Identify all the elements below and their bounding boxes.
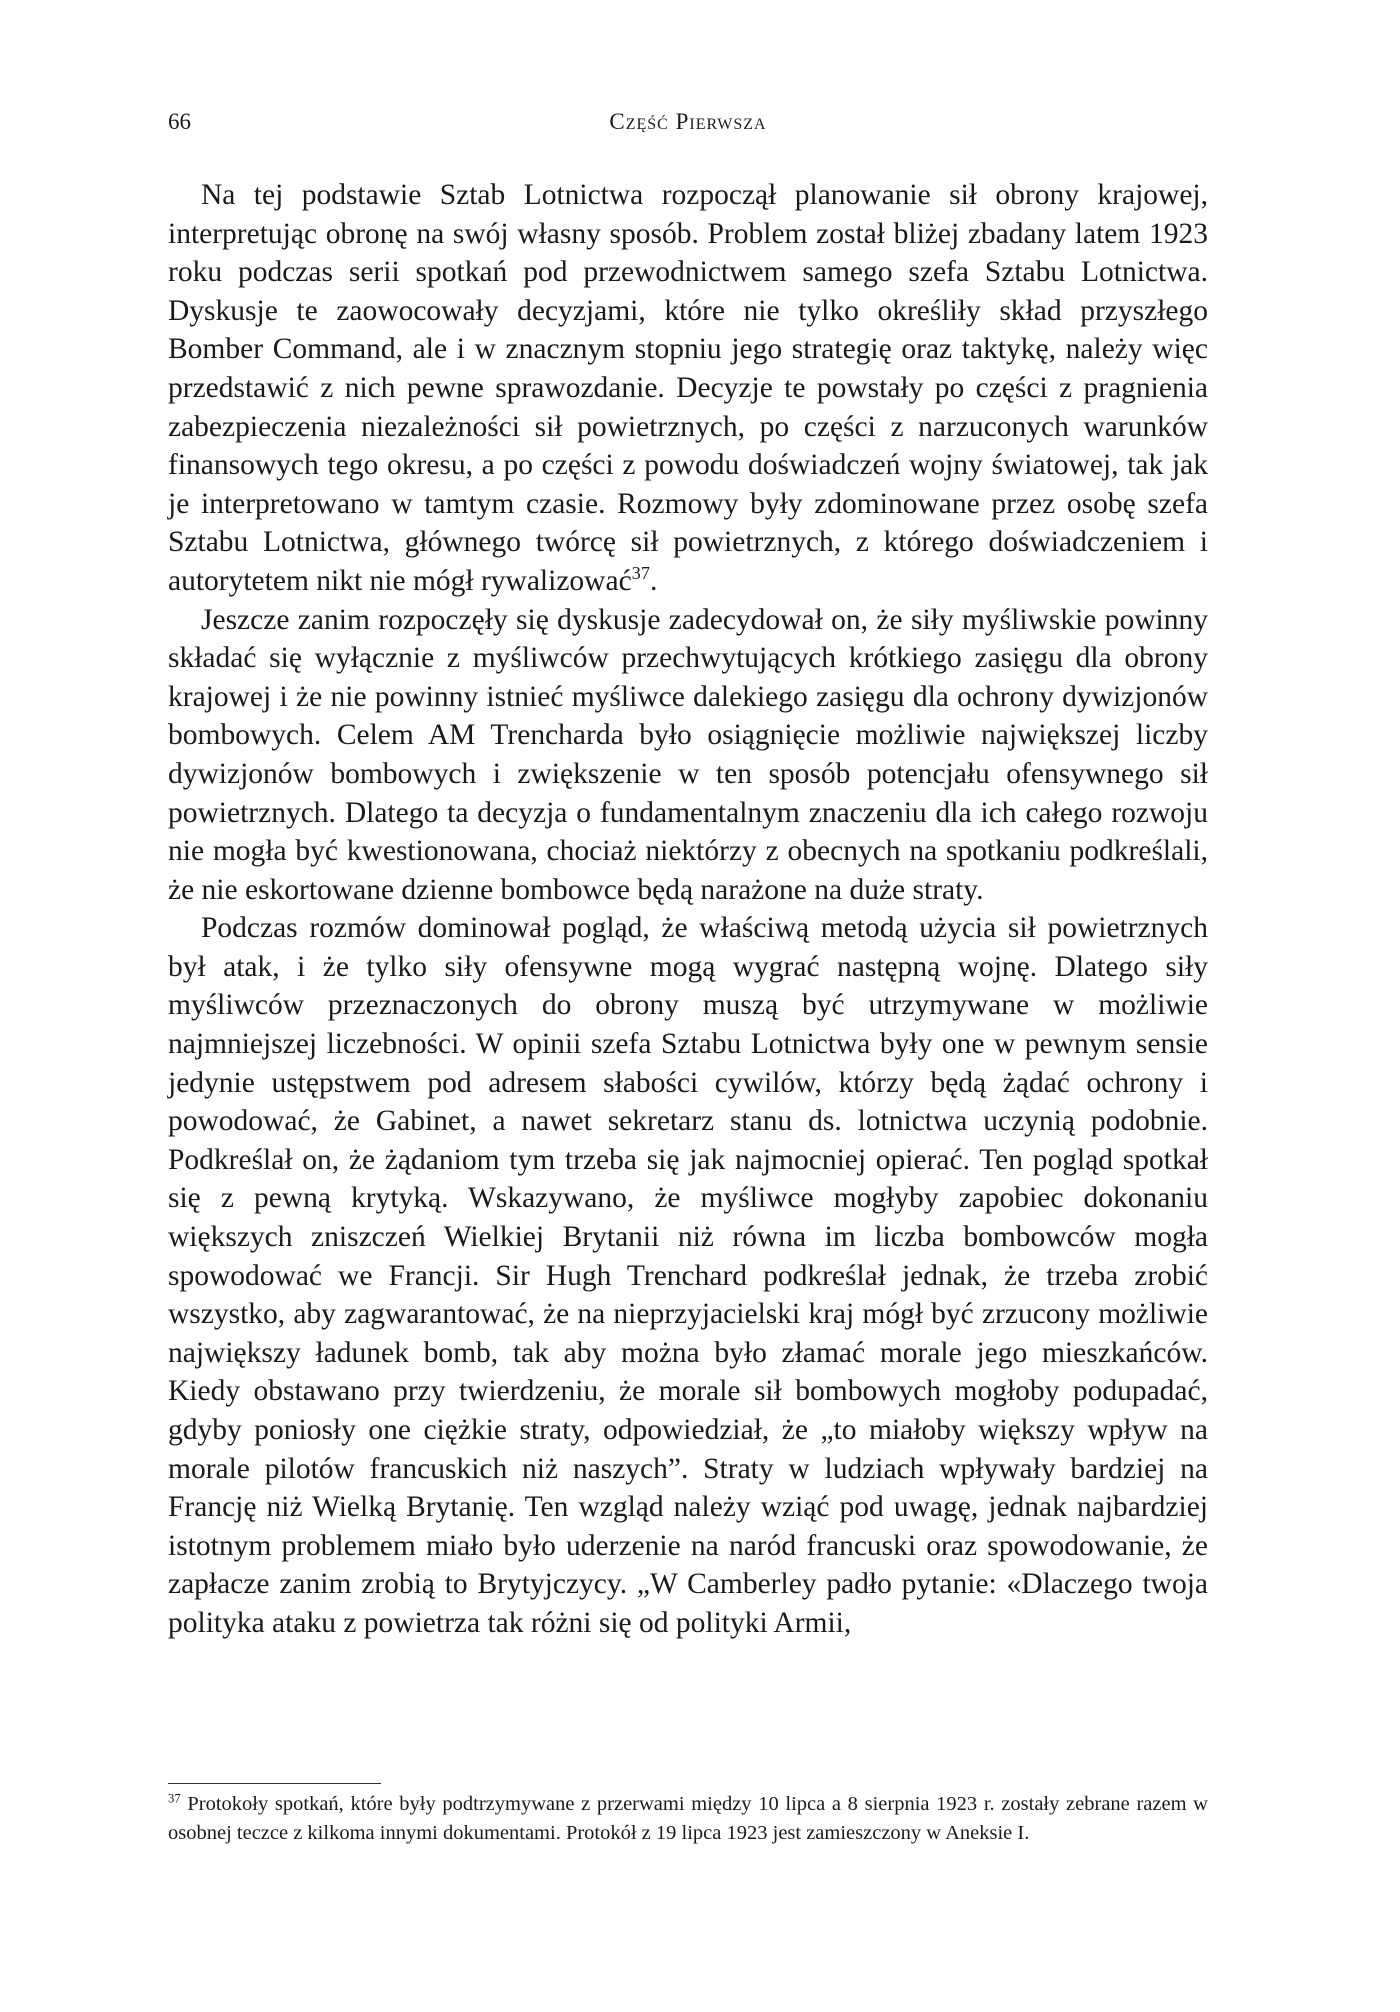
footnote-text: Protokoły spotkań, które były podtrzymywane z przerwami między 10 lipca a 8 sierpnia 1923 r. zostały zebrane razem w osobnej teczce z kilkoma innymi dokumentami. Protokół z 19 lipca 1923 jest zamieszczony w Aneksie I. [168, 1793, 1208, 1844]
footnote-number: 37 [168, 1791, 181, 1806]
paragraph-1-text: Na tej podstawie Sztab Lotnictwa rozpoczął planowanie sił obrony krajowej, interpretując obronę na swój własny sposób. Problem został bliżej zbadany latem 1923 roku podczas serii spotkań pod przewodnictwem samego szefa Sztabu Lotnictwa. Dyskusje te zaowocowały decyzjami, które nie tylko określiły skład przyszłego Bomber Command, ale i w znacznym stopniu jego strategię oraz taktykę, należy więc przedstawić z nich pewne sprawozdanie. Decyzje te powstały po części z pragnienia zabezpieczenia niezależności sił powietrznych, po części z narzuconych warunków finansowych tego okresu, a po części z powodu doświadczeń wojny światowej, tak jak je interpretowano w tamtym czasie. Rozmowy były zdominowane przez osobę szefa Sztabu Lotnictwa, głównego twórcę sił powietrznych, z którego doświadczeniem i autorytetem nikt nie mógł rywalizować [168, 179, 1208, 597]
footnote-divider [168, 1783, 381, 1784]
footnote [168, 1790, 1208, 1848]
running-title: Część Pierwsza [609, 109, 767, 134]
paragraph-1 [168, 176, 1208, 601]
footnote-reference: 37 [631, 562, 650, 583]
paragraph-3: Podczas rozmów dominował pogląd, że właściwą metodą użycia sił powietrznych był atak, i że tylko siły ofensywne mogą wygrać następną wojnę. Dlatego siły myśliwców przeznaczonych do obrony muszą być utrzymywane w możliwie najmniejszej liczebności. W opinii szefa Sztabu Lotnictwa były one w pewnym sensie jedynie ustępstwem pod adresem słabości cywilów, którzy będą żądać ochrony i powodować, że Gabinet, a nawet sekretarz stanu ds. lotnictwa uczynią podobnie. Podkreślał on, że żądaniom tym trzeba się jak najmocniej opierać. Ten pogląd spotkał się z pewną krytyką. Wskazywano, że myśliwce mogłyby zapobiec dokonaniu większych zniszczeń Wielkiej Brytanii niż równa im liczba bombowców mogła spowodować we Francji. Sir Hugh Trenchard podkreślał jednak, że trzeba zrobić wszystko, aby zagwarantować, że na nieprzyjacielski kraj mógł być zrzucony możliwie największy ładunek bomb, tak aby można było złamać morale jego mieszkańców. Kiedy obstawano przy twierdzeniu, że morale sił bombowych mogłoby podupadać, gdyby poniosły one ciężkie straty, odpowiedział, że „to miałoby większy wpływ na morale pilotów francuskich niż naszych”. Straty w ludziach wpływały bardziej na Francję niż Wielką Brytanię. Ten wzgląd należy wziąć pod uwagę, jednak najbardziej istotnym problemem miało było uderzenie na naród francuski oraz spowodowanie, że zapłacze zanim zrobią to Brytyjczycy. „W Camberley padło pytanie: «Dlaczego twoja polityka ataku z powietrza tak różni się od polityki Armii, [168, 912, 1208, 1639]
running-header [168, 106, 1208, 138]
paragraph-1-tail: . [649, 564, 658, 597]
page-number: 66 [168, 109, 191, 134]
paragraph-2: Jeszcze zanim rozpoczęły się dyskusje zadecydował on, że siły myśliwskie powinny składać się wyłącznie z myśliwców przechwytujących krótkiego zasięgu dla obrony krajowej i że nie powinny istnieć myśliwce dalekiego zasięgu dla ochrony dywizjonów bombowych. Celem AM Trencharda było osiągnięcie możliwie największej liczby dywizjonów bombowych i zwiększenie w ten sposób potencjału ofensywnego sił powietrznych. Dlatego ta decyzja o fundamentalnym znaczeniu dla ich całego rozwoju nie mogła być kwestionowana, chociaż niektórzy z obecnych na spotkaniu podkreślali, że nie eskortowane dzienne bombowce będą narażone na duże straty. [168, 603, 1208, 906]
body-text [168, 176, 1208, 1643]
